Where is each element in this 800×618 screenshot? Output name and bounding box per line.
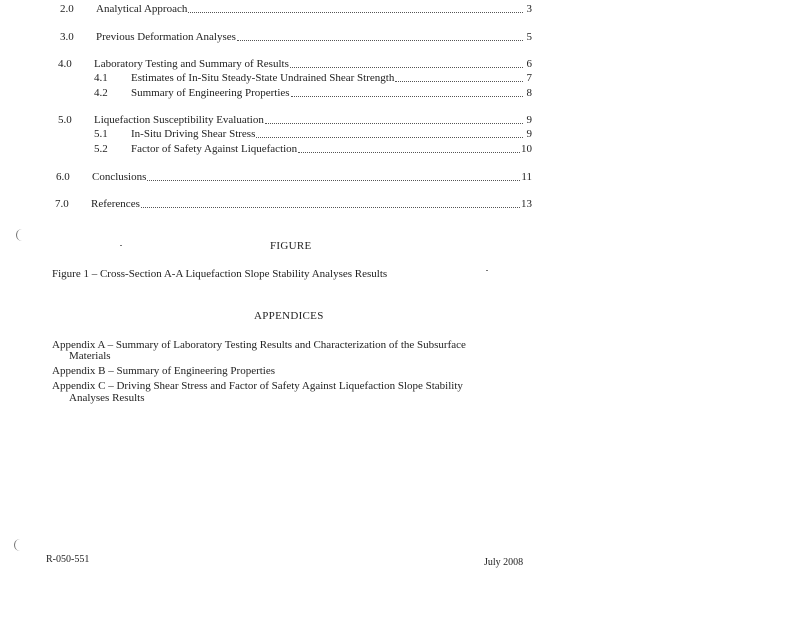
figure-list-item: Figure 1 – Cross-Section A-A Liquefaction Slope Stability Analyses Results [52,268,388,280]
toc-page-number: 9 [526,128,532,140]
toc-title: Estimates of In-Situ Steady-State Undrained Shear Strength [131,72,395,84]
toc-page-number: 3 [526,3,532,15]
toc-number: 4.1 [94,72,108,84]
toc-number: 5.1 [94,128,108,140]
toc-number: 3.0 [60,31,74,43]
toc-leader [256,127,523,138]
toc-leader [395,71,523,82]
figure-heading: FIGURE [270,240,312,252]
toc-title: In-Situ Driving Shear Stress [131,128,256,140]
toc-title: Previous Deformation Analyses [96,31,236,43]
scan-artifact-tick [486,270,488,271]
toc-leader [147,170,520,181]
toc-entry-4-2 [94,86,532,100]
toc-entry-4-0 [58,57,532,71]
appendix-c-line-1: Appendix C – Driving Shear Stress and Factor of Safety Against Liquefaction Slope Stability [52,380,463,392]
scan-artifact-mark [16,229,25,241]
toc-number: 7.0 [55,198,69,210]
toc-page-number: 11 [521,171,532,183]
toc-number: 5.2 [94,143,108,155]
toc-title: Laboratory Testing and Summary of Results [94,58,289,70]
appendix-a-line-2: Materials [69,350,111,362]
toc-page-number: 10 [521,143,532,155]
toc-entry-6-0 [56,170,532,184]
toc-number: 5.0 [58,114,72,126]
toc-title: Factor of Safety Against Liquefaction [131,143,298,155]
toc-entry-4-1 [94,71,532,85]
toc-page-number: 5 [526,31,532,43]
toc-number: 2.0 [60,3,74,15]
toc-entry-5-0 [58,113,532,127]
toc-leader [298,142,520,153]
toc-title: Conclusions [92,171,147,183]
footer-document-number: R-050-551 [46,554,90,565]
toc-page-number: 6 [526,58,532,70]
toc-entry-5-2 [94,142,532,156]
appendix-b-line-1: Appendix B – Summary of Engineering Properties [52,365,276,377]
toc-number: 6.0 [56,171,70,183]
toc-page-number: 7 [526,72,532,84]
toc-entry-5-1 [94,127,532,141]
toc-number: 4.0 [58,58,72,70]
toc-title: Liquefaction Susceptibility Evaluation [94,114,264,126]
toc-leader [291,86,523,97]
footer-date: July 2008 [484,557,524,568]
toc-leader [188,2,523,13]
toc-page-number: 8 [526,87,532,99]
toc-entry-3-0 [60,30,532,44]
toc-title: References [91,198,140,210]
toc-leader [265,113,523,124]
toc-title: Summary of Engineering Properties [131,87,290,99]
toc-page-number: 9 [526,114,532,126]
appendix-c-line-2: Analyses Results [69,392,145,404]
appendices-heading: APPENDICES [254,310,324,322]
toc-number: 4.2 [94,87,108,99]
toc-leader [141,197,520,208]
toc-entry-7-0 [55,197,532,211]
scan-artifact-tick [120,245,122,246]
toc-leader [237,30,523,41]
toc-leader [290,57,523,68]
toc-page-number: 13 [521,198,532,210]
scan-artifact-mark [14,539,23,551]
appendix-a-line-1: Appendix A – Summary of Laboratory Testing Results and Characterization of the Subsurface [52,339,466,351]
toc-entry-2-0 [60,2,532,16]
toc-title: Analytical Approach [96,3,188,15]
